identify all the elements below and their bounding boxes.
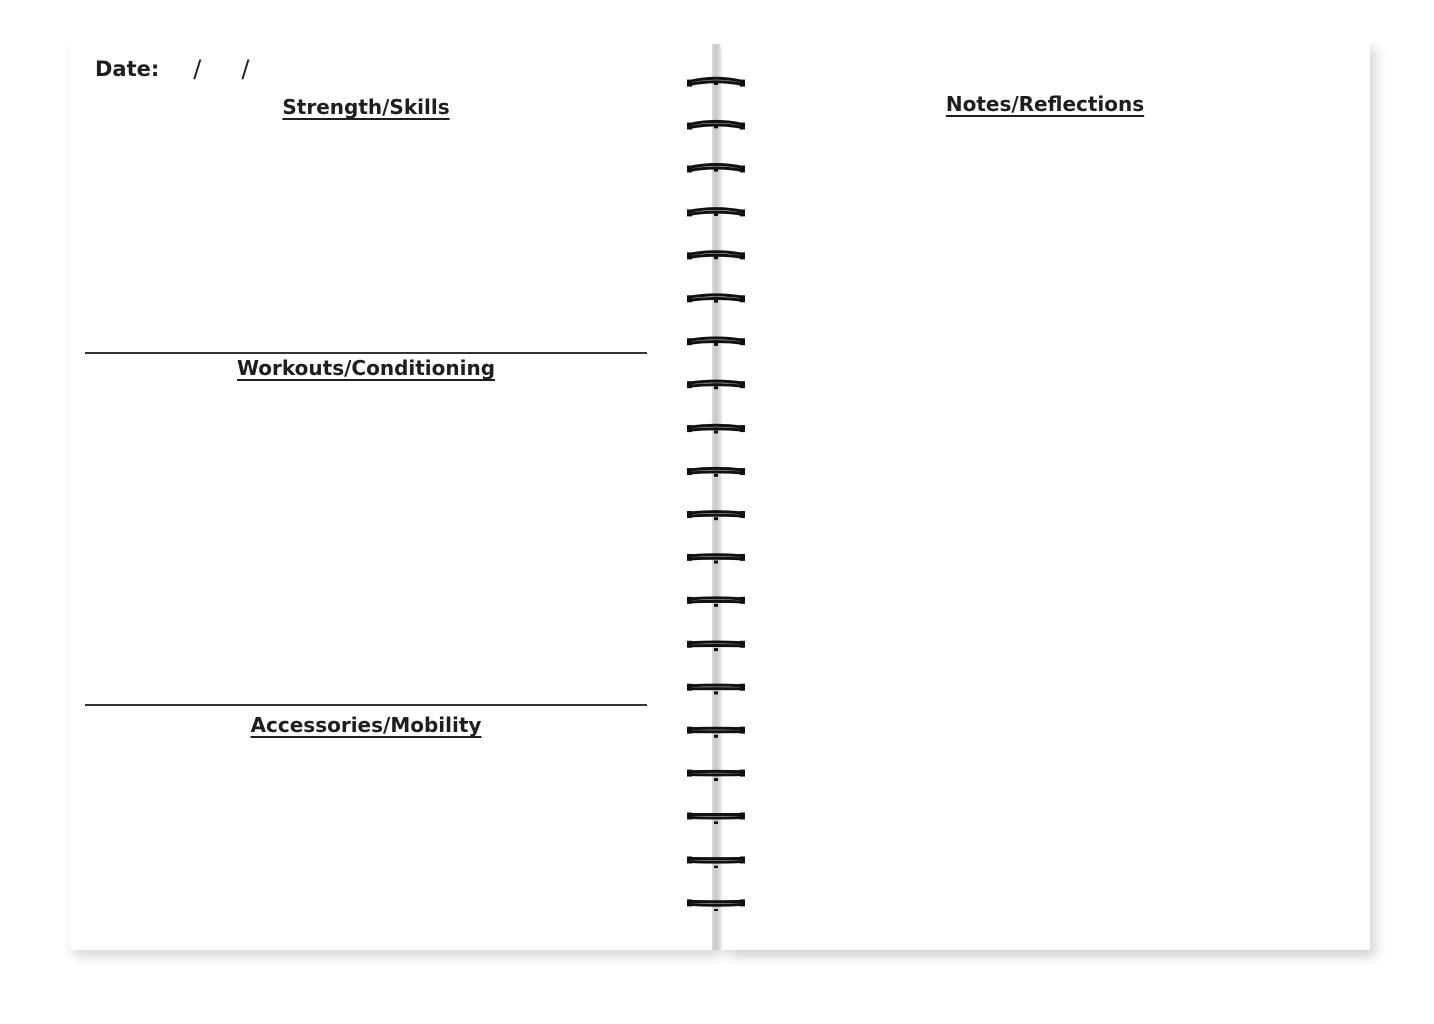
right-page [722, 40, 1370, 950]
binding-ring [686, 763, 746, 781]
binding-ring [686, 720, 746, 738]
section-title-notes-reflections: Notes/Reflections [945, 92, 1145, 116]
binding-ring [686, 461, 746, 479]
date-separator: / [193, 55, 202, 83]
binding-ring [686, 590, 746, 608]
date-field[interactable] [95, 55, 289, 83]
date-separator: / [241, 55, 250, 83]
binding-ring [686, 504, 746, 522]
left-page [70, 40, 718, 950]
binding-ring [686, 202, 746, 220]
binding-ring [686, 374, 746, 392]
section-divider [85, 704, 647, 706]
binding-ring [686, 893, 746, 911]
binding-ring [686, 288, 746, 306]
binding-ring [686, 806, 746, 824]
binding-ring [686, 158, 746, 176]
binding-ring [686, 547, 746, 565]
date-label: Date: [95, 57, 160, 81]
section-divider [85, 352, 647, 354]
binding-ring [686, 72, 746, 90]
binding-ring [686, 115, 746, 133]
binding-ring [686, 418, 746, 436]
section-title-workouts-conditioning: Workouts/Conditioning [236, 356, 496, 380]
binding-ring [686, 245, 746, 263]
binding-ring [686, 634, 746, 652]
binding-ring [686, 677, 746, 695]
binding-ring [686, 331, 746, 349]
section-title-accessories-mobility: Accessories/Mobility [250, 713, 482, 737]
section-title-strength-skills: Strength/Skills [282, 95, 450, 119]
binding-ring [686, 850, 746, 868]
